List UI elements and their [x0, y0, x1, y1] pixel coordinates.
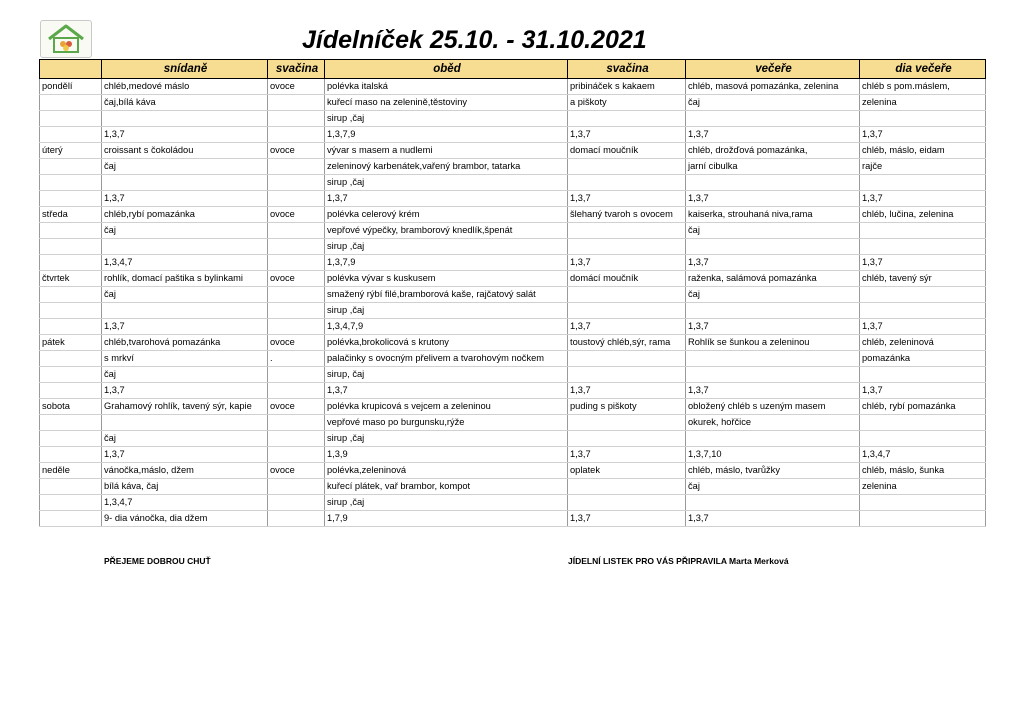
cell-dia-vecere: 1,3,7	[860, 255, 986, 271]
cell-svacina-2: 1,3,7	[568, 447, 686, 463]
cell-dia-vecere: zelenina	[860, 479, 986, 495]
menu-table	[39, 59, 986, 527]
table-row	[40, 495, 986, 511]
cell-dia-vecere: chléb, tavený sýr	[860, 271, 986, 287]
cell-snidane: čaj	[102, 223, 268, 239]
day-cell	[40, 319, 102, 335]
cell-snidane: čaj	[102, 367, 268, 383]
cell-dia-vecere: 1,3,4,7	[860, 447, 986, 463]
day-cell	[40, 495, 102, 511]
header-row	[40, 60, 986, 79]
cell-obed: vývar s masem a nudlemi	[325, 143, 568, 159]
table-row	[40, 383, 986, 399]
cell-vecere: kaiserka, strouhaná niva,rama	[686, 207, 860, 223]
cell-svacina-1: ovoce	[268, 207, 325, 223]
table-row	[40, 319, 986, 335]
cell-svacina-1	[268, 495, 325, 511]
cell-dia-vecere	[860, 511, 986, 527]
day-cell	[40, 383, 102, 399]
cell-snidane: čaj	[102, 287, 268, 303]
cell-obed: vepřové výpečky, bramborový knedlík,špenát	[325, 223, 568, 239]
cell-obed: 1,3,7,9	[325, 127, 568, 143]
cell-obed: polévka celerový krém	[325, 207, 568, 223]
cell-snidane: chléb,medové máslo	[102, 79, 268, 95]
cell-vecere	[686, 495, 860, 511]
cell-snidane: 1,3,7	[102, 447, 268, 463]
cell-snidane: croissant s čokoládou	[102, 143, 268, 159]
cell-obed: sirup ,čaj	[325, 495, 568, 511]
footer-author: JÍDELNÍ LISTEK PRO VÁS PŘIPRAVILA Marta Merková	[568, 556, 789, 566]
day-cell	[40, 175, 102, 191]
cell-svacina-1	[268, 415, 325, 431]
cell-svacina-1: ovoce	[268, 399, 325, 415]
table-row	[40, 127, 986, 143]
table-row	[40, 111, 986, 127]
cell-dia-vecere: rajče	[860, 159, 986, 175]
table-row	[40, 351, 986, 367]
day-cell	[40, 367, 102, 383]
day-cell	[40, 223, 102, 239]
cell-dia-vecere: pomazánka	[860, 351, 986, 367]
cell-obed: polévka krupicová s vejcem a zeleninou	[325, 399, 568, 415]
cell-svacina-1	[268, 431, 325, 447]
cell-obed: polévka,brokolicová s krutony	[325, 335, 568, 351]
cell-svacina-1	[268, 95, 325, 111]
table-row	[40, 223, 986, 239]
day-cell	[40, 447, 102, 463]
table-row	[40, 191, 986, 207]
cell-svacina-1: ovoce	[268, 271, 325, 287]
day-name: neděle	[40, 463, 102, 479]
cell-svacina-1	[268, 447, 325, 463]
cell-obed: 1,3,4,7,9	[325, 319, 568, 335]
cell-vecere	[686, 367, 860, 383]
table-row	[40, 255, 986, 271]
cell-vecere: 1,3,7	[686, 255, 860, 271]
table-row	[40, 303, 986, 319]
cell-obed: sirup ,čaj	[325, 111, 568, 127]
cell-svacina-1	[268, 175, 325, 191]
cell-snidane: 1,3,7	[102, 319, 268, 335]
cell-snidane	[102, 175, 268, 191]
cell-svacina-1	[268, 239, 325, 255]
cell-vecere: raženka, salámová pomazánka	[686, 271, 860, 287]
cell-vecere: čaj	[686, 95, 860, 111]
cell-dia-vecere: 1,3,7	[860, 127, 986, 143]
cell-snidane: 1,3,7	[102, 383, 268, 399]
day-name: čtvrtek	[40, 271, 102, 287]
table-row	[40, 447, 986, 463]
cell-vecere: okurek, hořčice	[686, 415, 860, 431]
cell-svacina-2	[568, 479, 686, 495]
cell-snidane: 1,3,4,7	[102, 255, 268, 271]
table-row	[40, 175, 986, 191]
table-row	[40, 287, 986, 303]
day-cell	[40, 415, 102, 431]
cell-obed: polévka,zeleninová	[325, 463, 568, 479]
cell-obed: palačinky s ovocným přelivem a tvarohovým nočkem	[325, 351, 568, 367]
cell-snidane: čaj,bílá káva	[102, 95, 268, 111]
cell-svacina-2	[568, 303, 686, 319]
cell-svacina-2: toustový chléb,sýr, rama	[568, 335, 686, 351]
cell-obed: smažený rýbí filé,bramborová kaše, rajčatový salát	[325, 287, 568, 303]
cell-dia-vecere	[860, 415, 986, 431]
table-row	[40, 143, 986, 159]
cell-svacina-1	[268, 255, 325, 271]
header-snidane: snídaně	[102, 60, 268, 79]
cell-vecere: 1,3,7,10	[686, 447, 860, 463]
cell-snidane: 1,3,7	[102, 191, 268, 207]
day-cell	[40, 287, 102, 303]
page-title: Jídelníček 25.10. - 31.10.2021	[302, 26, 647, 54]
cell-svacina-2	[568, 223, 686, 239]
cell-svacina-1	[268, 303, 325, 319]
table-row	[40, 415, 986, 431]
cell-snidane: s mrkví	[102, 351, 268, 367]
cell-vecere: jarní cibulka	[686, 159, 860, 175]
cell-snidane: vánočka,máslo, džem	[102, 463, 268, 479]
cell-vecere	[686, 303, 860, 319]
cell-svacina-2	[568, 287, 686, 303]
cell-vecere	[686, 239, 860, 255]
day-cell	[40, 127, 102, 143]
cell-svacina-1: ovoce	[268, 143, 325, 159]
cell-dia-vecere	[860, 239, 986, 255]
cell-snidane: Grahamový rohlík, tavený sýr, kapie	[102, 399, 268, 415]
cell-snidane	[102, 111, 268, 127]
cell-svacina-2: puding s piškoty	[568, 399, 686, 415]
cell-svacina-1	[268, 319, 325, 335]
table-row	[40, 431, 986, 447]
cell-svacina-2	[568, 415, 686, 431]
header-dia-vecere: dia večeře	[860, 60, 986, 79]
cell-obed: kuřecí plátek, vař brambor, kompot	[325, 479, 568, 495]
cell-svacina-1	[268, 127, 325, 143]
cell-svacina-1: ovoce	[268, 463, 325, 479]
menu-body	[40, 79, 986, 527]
table-row	[40, 239, 986, 255]
cell-dia-vecere	[860, 303, 986, 319]
cell-obed: polévka vývar s kuskusem	[325, 271, 568, 287]
cell-svacina-2	[568, 239, 686, 255]
header-day	[40, 60, 102, 79]
cell-vecere: čaj	[686, 287, 860, 303]
cell-svacina-2: 1,3,7	[568, 127, 686, 143]
day-cell	[40, 511, 102, 527]
cell-obed: 1,3,7	[325, 383, 568, 399]
cell-snidane: 1,3,4,7	[102, 495, 268, 511]
day-name: pondělí	[40, 79, 102, 95]
cell-svacina-1	[268, 111, 325, 127]
cell-dia-vecere: chléb, máslo, šunka	[860, 463, 986, 479]
cell-obed: 1,3,9	[325, 447, 568, 463]
cell-svacina-2	[568, 159, 686, 175]
cell-svacina-2: 1,3,7	[568, 319, 686, 335]
header-vecere: večeře	[686, 60, 860, 79]
cell-obed: 1,7,9	[325, 511, 568, 527]
day-cell	[40, 303, 102, 319]
cell-svacina-2	[568, 175, 686, 191]
cell-vecere	[686, 111, 860, 127]
cell-svacina-2: 1,3,7	[568, 191, 686, 207]
cell-svacina-2: šlehaný tvaroh s ovocem	[568, 207, 686, 223]
cell-snidane: rohlík, domací paštika s bylinkami	[102, 271, 268, 287]
day-cell	[40, 191, 102, 207]
cell-svacina-2	[568, 367, 686, 383]
day-cell	[40, 431, 102, 447]
table-row	[40, 399, 986, 415]
day-name: pátek	[40, 335, 102, 351]
cell-svacina-2	[568, 351, 686, 367]
cell-vecere: 1,3,7	[686, 319, 860, 335]
cell-dia-vecere: chléb s pom.máslem,	[860, 79, 986, 95]
cell-svacina-2	[568, 431, 686, 447]
cell-dia-vecere: 1,3,7	[860, 191, 986, 207]
table-row	[40, 463, 986, 479]
day-cell	[40, 111, 102, 127]
cell-snidane	[102, 239, 268, 255]
day-cell	[40, 159, 102, 175]
header-obed: oběd	[325, 60, 568, 79]
cell-vecere: 1,3,7	[686, 191, 860, 207]
cell-svacina-1: ovoce	[268, 335, 325, 351]
day-cell	[40, 255, 102, 271]
day-cell	[40, 239, 102, 255]
cell-dia-vecere: zelenina	[860, 95, 986, 111]
cell-vecere: Rohlík se šunkou a zeleninou	[686, 335, 860, 351]
cell-obed: sirup ,čaj	[325, 175, 568, 191]
day-name: sobota	[40, 399, 102, 415]
header-svacina-1: svačina	[268, 60, 325, 79]
day-cell	[40, 351, 102, 367]
cell-vecere: 1,3,7	[686, 383, 860, 399]
cell-obed: sirup ,čaj	[325, 303, 568, 319]
cell-vecere: čaj	[686, 479, 860, 495]
cell-svacina-2: 1,3,7	[568, 383, 686, 399]
cell-vecere: 1,3,7	[686, 127, 860, 143]
cell-snidane: chléb,tvarohová pomazánka	[102, 335, 268, 351]
footer-greeting: PŘEJEME DOBROU CHUŤ	[104, 556, 211, 566]
cell-svacina-1: .	[268, 351, 325, 367]
cell-svacina-2	[568, 111, 686, 127]
cell-svacina-2: pribináček s kakaem	[568, 79, 686, 95]
header-svacina-2: svačina	[568, 60, 686, 79]
cell-snidane: chléb,rybí pomazánka	[102, 207, 268, 223]
cell-vecere: chléb, drožďová pomazánka,	[686, 143, 860, 159]
cell-svacina-2: domácí moučník	[568, 271, 686, 287]
cell-snidane: 9- dia vánočka, dia džem	[102, 511, 268, 527]
cell-obed: kuřecí maso na zelenině,těstoviny	[325, 95, 568, 111]
cell-dia-vecere: chléb, máslo, eidam	[860, 143, 986, 159]
cell-vecere: 1,3,7	[686, 511, 860, 527]
cell-dia-vecere	[860, 111, 986, 127]
cell-obed: vepřové maso po burgunsku,rýže	[325, 415, 568, 431]
cell-dia-vecere	[860, 223, 986, 239]
table-row	[40, 79, 986, 95]
cell-dia-vecere	[860, 367, 986, 383]
day-name: úterý	[40, 143, 102, 159]
cell-dia-vecere	[860, 495, 986, 511]
cell-svacina-2: 1,3,7	[568, 511, 686, 527]
cell-svacina-2: domací moučník	[568, 143, 686, 159]
day-name: středa	[40, 207, 102, 223]
cell-svacina-1	[268, 191, 325, 207]
cell-dia-vecere: 1,3,7	[860, 319, 986, 335]
day-cell	[40, 479, 102, 495]
cell-svacina-2: oplatek	[568, 463, 686, 479]
table-row	[40, 511, 986, 527]
cell-obed: sirup, čaj	[325, 367, 568, 383]
cell-vecere	[686, 431, 860, 447]
cell-dia-vecere: 1,3,7	[860, 383, 986, 399]
cell-vecere	[686, 351, 860, 367]
cell-obed: sirup ,čaj	[325, 431, 568, 447]
table-row	[40, 95, 986, 111]
cell-svacina-1	[268, 287, 325, 303]
table-row	[40, 367, 986, 383]
cell-obed: sirup ,čaj	[325, 239, 568, 255]
table-row	[40, 335, 986, 351]
cell-snidane: čaj	[102, 431, 268, 447]
cell-svacina-2: 1,3,7	[568, 255, 686, 271]
cell-dia-vecere	[860, 431, 986, 447]
day-cell	[40, 95, 102, 111]
cell-snidane: bílá káva, čaj	[102, 479, 268, 495]
cell-obed: 1,3,7	[325, 191, 568, 207]
cell-snidane: čaj	[102, 159, 268, 175]
cell-dia-vecere	[860, 287, 986, 303]
cell-svacina-1: ovoce	[268, 79, 325, 95]
cell-svacina-1	[268, 383, 325, 399]
cell-dia-vecere: chléb, lučina, zelenina	[860, 207, 986, 223]
cell-dia-vecere: chléb, rybí pomazánka	[860, 399, 986, 415]
table-row	[40, 479, 986, 495]
house-logo-icon	[40, 20, 92, 58]
cell-svacina-1	[268, 511, 325, 527]
cell-vecere: chléb, masová pomazánka, zelenina	[686, 79, 860, 95]
cell-snidane	[102, 415, 268, 431]
cell-snidane	[102, 303, 268, 319]
cell-svacina-2: a piškoty	[568, 95, 686, 111]
cell-svacina-1	[268, 159, 325, 175]
cell-svacina-1	[268, 223, 325, 239]
cell-obed: polévka italská	[325, 79, 568, 95]
cell-dia-vecere	[860, 175, 986, 191]
cell-vecere: obložený chléb s uzeným masem	[686, 399, 860, 415]
cell-snidane: 1,3,7	[102, 127, 268, 143]
table-row	[40, 159, 986, 175]
cell-vecere	[686, 175, 860, 191]
cell-svacina-2	[568, 495, 686, 511]
cell-obed: zeleninový karbenátek,vařený brambor, tatarka	[325, 159, 568, 175]
cell-vecere: chléb, máslo, tvarůžky	[686, 463, 860, 479]
cell-obed: 1,3,7,9	[325, 255, 568, 271]
cell-dia-vecere: chléb, zeleninová	[860, 335, 986, 351]
cell-svacina-1	[268, 479, 325, 495]
table-row	[40, 271, 986, 287]
cell-vecere: čaj	[686, 223, 860, 239]
cell-svacina-1	[268, 367, 325, 383]
table-row	[40, 207, 986, 223]
